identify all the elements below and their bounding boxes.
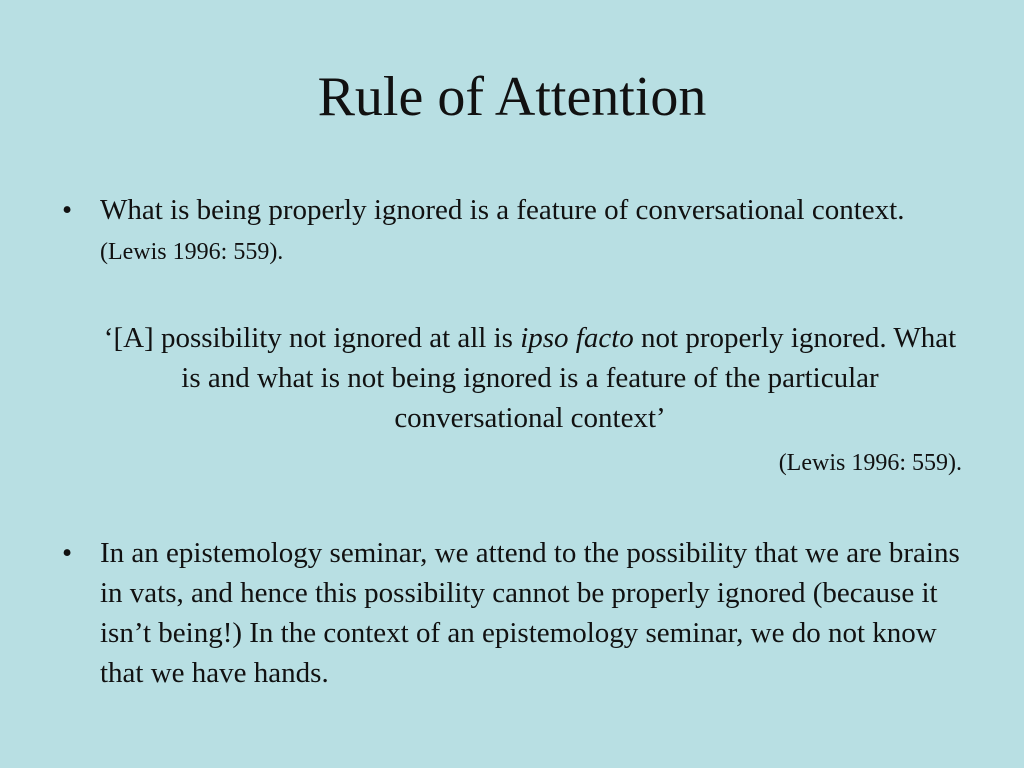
quote-italic-phrase: ipso facto	[520, 322, 634, 354]
slide-title: Rule of Attention	[317, 66, 707, 128]
bullet-icon: •	[62, 537, 73, 569]
quote-citation: (Lewis 1996: 559).	[778, 450, 962, 476]
bullet-1-citation: (Lewis 1996: 559).	[100, 239, 284, 265]
bullet-item-1	[62, 190, 962, 272]
quote-part-1: ‘[A] possibility not ignored at all is	[103, 322, 521, 354]
bullet-icon: •	[62, 194, 73, 226]
bullet-text-2	[100, 533, 960, 693]
bullet-1-text: What is being properly ignored is a feature of conversational context.	[100, 194, 905, 226]
quote-part-2: not properly ignored. What is and what is not being ignored is a feature of the particular conversational context’	[181, 322, 957, 434]
block-quote	[100, 318, 960, 438]
bullet-2-text: In an epistemology seminar, we attend to the possibility that we are brains in vats, and hence this possibility cannot be properly ignored (because it isn’t being!) In the context of an epistemology seminar, we do not know that we have hands.	[100, 537, 960, 689]
bullet-text-1	[100, 190, 960, 272]
bullet-item-2	[62, 533, 962, 693]
